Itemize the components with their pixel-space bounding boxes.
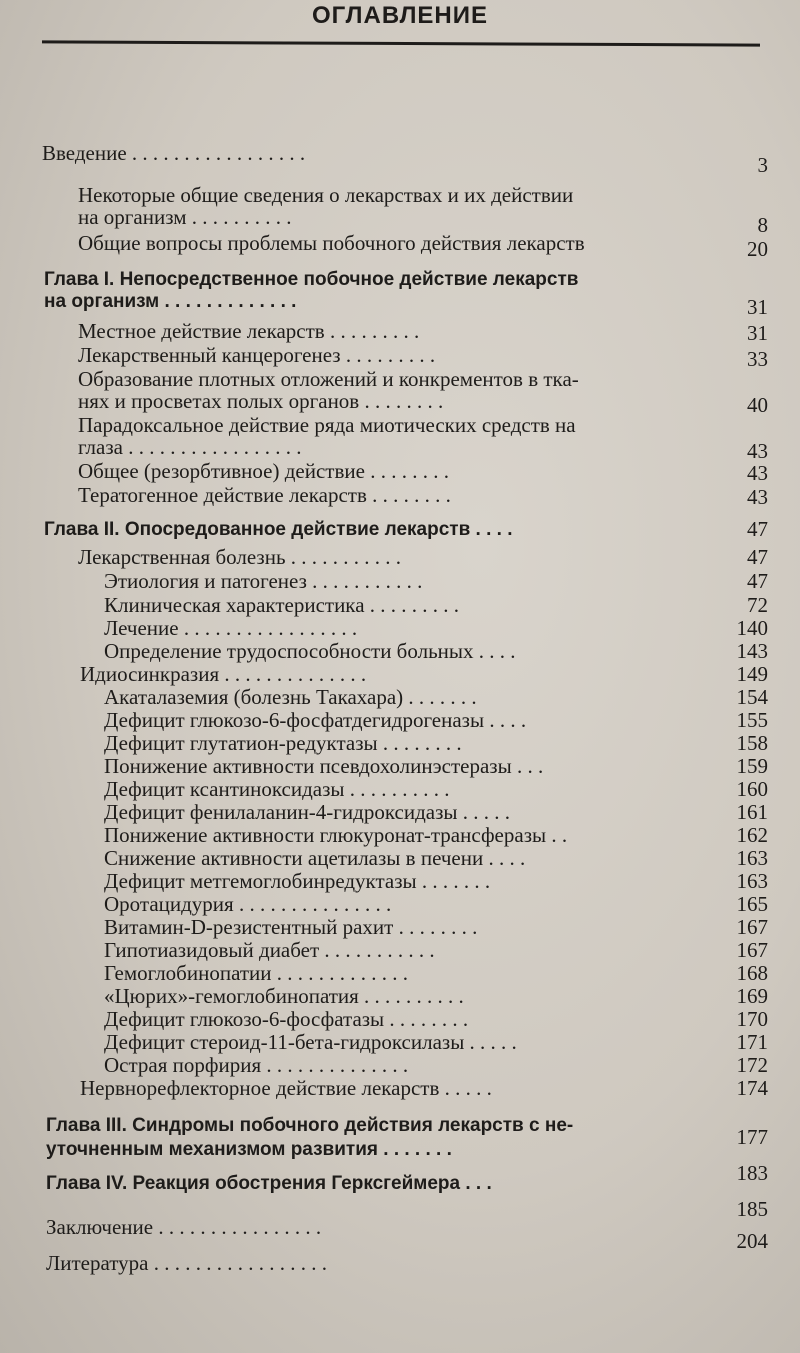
toc-entry-page: 47 xyxy=(747,545,768,569)
toc-entry-page: 162 xyxy=(736,823,768,847)
toc-entry-page: 161 xyxy=(736,800,768,824)
toc-entry-title-cont: уточненным механизмом развития . . . . . . . xyxy=(46,1139,452,1160)
toc-entry-title-cont: на организм . . . . . . . . . . . . . xyxy=(44,291,297,312)
toc-entry-page: 47 xyxy=(747,517,768,541)
toc-entry-title: Дефицит фенилаланин-4-гидроксидазы . . . . . xyxy=(104,800,510,824)
toc-entry-title-cont: глаза . . . . . . . . . . . . . . . . . xyxy=(78,435,302,459)
toc-entry-page: 149 xyxy=(736,662,768,686)
toc-entry-page: 174 xyxy=(736,1076,768,1100)
toc-entry-page: 143 xyxy=(736,639,768,663)
toc-entry-page: 167 xyxy=(736,915,768,939)
toc-entry-title: Понижение активности глюкуронат-трансферазы . . xyxy=(104,823,568,847)
toc-entry-title: Лекарственная болезнь . . . . . . . . . . . xyxy=(78,545,402,569)
toc-entry-title: Дефицит ксантиноксидазы . . . . . . . . . . xyxy=(104,777,450,801)
toc-entry-page: 43 xyxy=(747,485,768,509)
toc-entry-page: 204 xyxy=(736,1229,768,1253)
toc-entry-title: Дефицит стероид-11-бета-гидроксилазы . . . . . xyxy=(104,1030,517,1054)
toc-entry-title: Оротацидурия . . . . . . . . . . . . . . . xyxy=(104,892,392,916)
toc-entry-page: 155 xyxy=(736,708,768,732)
toc-entry-page: 168 xyxy=(736,961,768,985)
title-rule xyxy=(42,40,760,46)
toc-entry-title: Образование плотных отложений и конкрементов в тка- xyxy=(78,367,579,391)
toc-entry-page: 185 xyxy=(736,1197,768,1221)
toc-entry-page: 31 xyxy=(747,321,768,345)
toc-entry-title: Определение трудоспособности больных . . . . xyxy=(104,639,516,663)
toc-entry-title: Литература . . . . . . . . . . . . . . . . . xyxy=(46,1251,327,1275)
toc-entry-page: 72 xyxy=(747,593,768,617)
toc-entry-title: Острая порфирия . . . . . . . . . . . . . . xyxy=(104,1053,409,1077)
toc-entry-title: Дефицит глюкозо-6-фосфатдегидрогеназы . . . . xyxy=(104,708,527,732)
page-title: ОГЛАВЛЕНИЕ xyxy=(311,2,489,29)
toc-entry-title: Понижение активности псевдохолинэстеразы . . . xyxy=(104,754,544,778)
toc-entry-title: Дефицит глутатион-редуктазы . . . . . . . . xyxy=(104,731,462,755)
toc-entry-title: Идиосинкразия . . . . . . . . . . . . . . xyxy=(80,662,367,686)
toc-entry-title: Заключение . . . . . . . . . . . . . . . . xyxy=(46,1215,322,1239)
toc-entry-title: Глава III. Синдромы побочного действия лекарств с не- xyxy=(46,1115,574,1136)
toc-entry-page: 8 xyxy=(757,213,768,237)
toc-entry-page: 20 xyxy=(747,237,768,261)
toc-entry-title: Этиология и патогенез . . . . . . . . . . . xyxy=(104,569,423,593)
toc-entry-page: 160 xyxy=(736,777,768,801)
toc-entry-page: 43 xyxy=(747,439,768,463)
toc-entry-page: 154 xyxy=(736,685,768,709)
toc-entry-page: 170 xyxy=(736,1007,768,1031)
toc-entry-page: 172 xyxy=(736,1053,768,1077)
toc-entry-page: 3 xyxy=(757,153,768,177)
toc-entry-title: Тератогенное действие лекарств . . . . . . . . xyxy=(78,483,451,507)
toc-entry-title: Глава II. Опосредованное действие лекарств . . . . xyxy=(44,519,513,540)
toc-entry-title: Клиническая характеристика . . . . . . . . . xyxy=(104,593,460,617)
toc-entry-title: Снижение активности ацетилазы в печени . . . . xyxy=(104,846,526,870)
toc-entry-page: 158 xyxy=(736,731,768,755)
toc-entry-page: 140 xyxy=(736,616,768,640)
toc-entry-page: 31 xyxy=(747,295,768,319)
toc-entry-title: Общее (резорбтивное) действие . . . . . . . . xyxy=(78,459,449,483)
toc-entry-page: 43 xyxy=(747,461,768,485)
toc-entry-page: 159 xyxy=(736,754,768,778)
toc-entry-title-cont: нях и просветах полых органов . . . . . . . . xyxy=(78,389,444,413)
toc-entry-title: Введение . . . . . . . . . . . . . . . . . xyxy=(42,141,306,165)
toc-entry-title: Лечение . . . . . . . . . . . . . . . . . xyxy=(104,616,358,640)
toc-entry-title: Гемоглобинопатии . . . . . . . . . . . . . xyxy=(104,961,409,985)
toc-entry-title: Дефицит метгемоглобинредуктазы . . . . . . . xyxy=(104,869,491,893)
toc-entry-page: 169 xyxy=(736,984,768,1008)
toc-entry-title: Местное действие лекарств . . . . . . . . . xyxy=(78,319,420,343)
toc-entry-page: 177 xyxy=(736,1125,768,1149)
toc-entry-title: Акаталаземия (болезнь Такахара) . . . . . . . xyxy=(104,685,477,709)
toc-entry-page: 40 xyxy=(747,393,768,417)
toc-entry-page: 47 xyxy=(747,569,768,593)
toc-entry-title: Лекарственный канцерогенез . . . . . . . . . xyxy=(78,343,436,367)
toc-entry-title: Общие вопросы проблемы побочного действия лекарств xyxy=(78,231,585,255)
toc-entry-title: Гипотиазидовый диабет . . . . . . . . . . . xyxy=(104,938,435,962)
toc-entry-page: 165 xyxy=(736,892,768,916)
toc-entry-page: 163 xyxy=(736,846,768,870)
toc-entry-title: Глава I. Непосредственное побочное действие лекарств xyxy=(44,269,579,290)
toc-entry-page: 163 xyxy=(736,869,768,893)
toc-entry-title: Некоторые общие сведения о лекарствах и их действии xyxy=(78,183,574,207)
toc-entry-title: Витамин-D-резистентный рахит . . . . . . . . xyxy=(104,915,478,939)
toc-entry-page: 167 xyxy=(736,938,768,962)
toc-entry-title: «Цюрих»-гемоглобинопатия . . . . . . . . . . xyxy=(104,984,464,1008)
toc-entry-page: 183 xyxy=(736,1161,768,1185)
toc-entry-title: Парадоксальное действие ряда миотических средств на xyxy=(78,413,576,437)
toc-entry-title: Глава IV. Реакция обострения Герксгеймера . . . xyxy=(46,1173,492,1194)
toc-entry-page: 171 xyxy=(736,1030,768,1054)
toc-entry-title: Дефицит глюкозо-6-фосфатазы . . . . . . . . xyxy=(104,1007,469,1031)
toc-entry-title-cont: на организм . . . . . . . . . . xyxy=(78,205,292,229)
toc-entry-page: 33 xyxy=(747,347,768,371)
toc-entry-title: Нервнорефлекторное действие лекарств . . . . . xyxy=(80,1076,492,1100)
